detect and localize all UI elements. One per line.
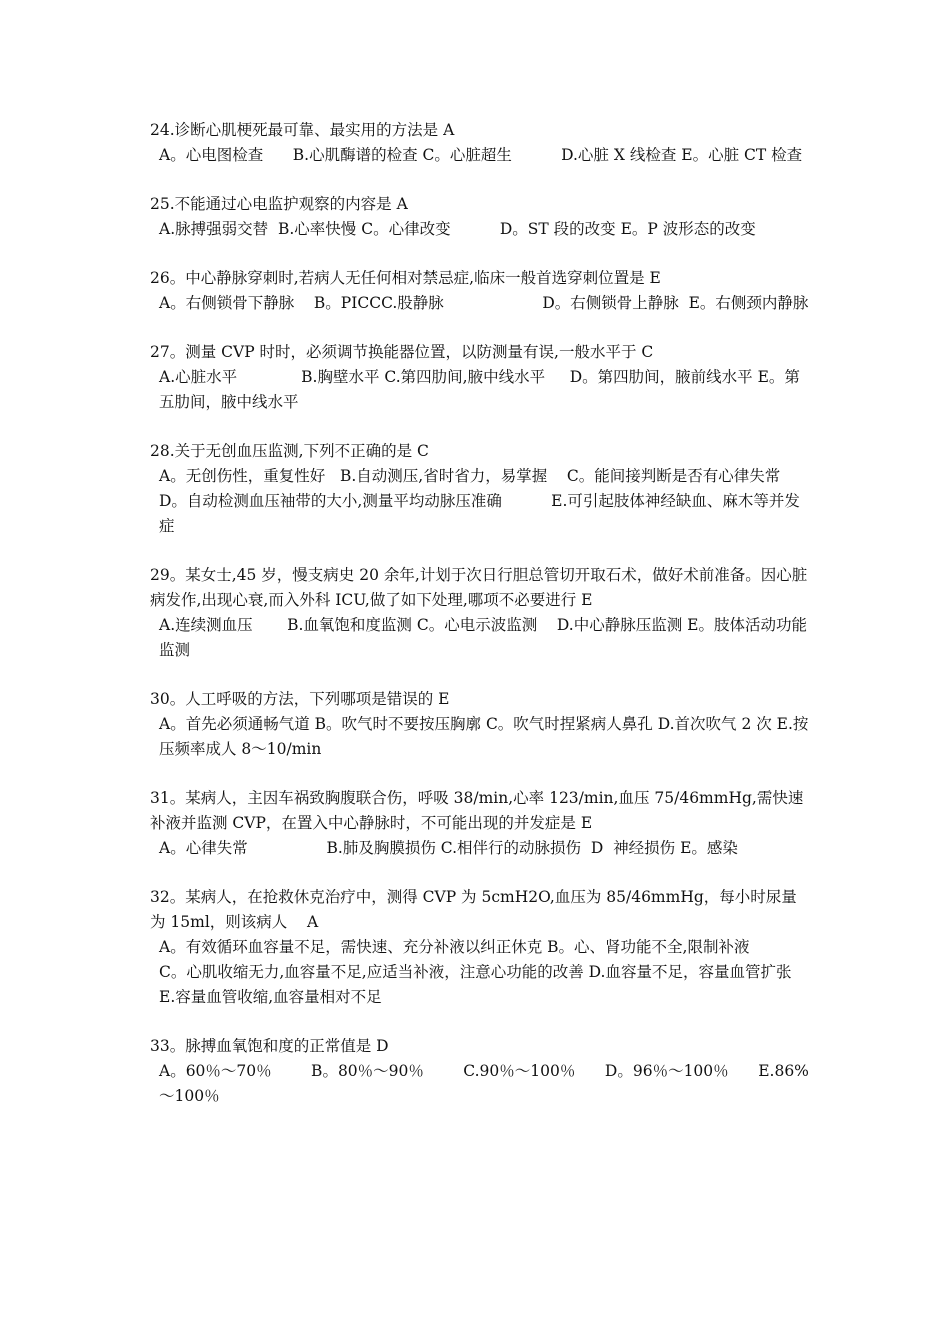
question-30	[145, 687, 810, 762]
question-list	[145, 118, 810, 1133]
question-stem: 26。中心静脉穿刺时,若病人无任何相对禁忌症,临床一般首选穿刺位置是 E	[150, 269, 661, 287]
question-options: E.容量血管收缩,血容量相对不足	[159, 988, 382, 1006]
question-24	[145, 118, 810, 168]
question-stem: 28.关于无创血压监测,下列不正确的是 C	[150, 442, 429, 460]
question-26	[145, 266, 810, 316]
question-stem: 25.不能通过心电监护观察的内容是 A	[150, 195, 408, 213]
question-options: A。60％～70％ B。80％～90％ C.90％～100％ D。96％～100％ E.86%～100％	[159, 1062, 809, 1105]
question-options: C。心肌收缩无力,血容量不足,应适当补液，注意心功能的改善 D.血容量不足，容量血管扩张	[159, 963, 792, 981]
question-options: A。无创伤性，重复性好 B.自动测压,省时省力，易掌握 C。能间接判断是否有心律失常	[159, 467, 781, 485]
question-stem: 24.诊断心肌梗死最可靠、最实用的方法是 A	[150, 121, 455, 139]
question-options: A.连续测血压 B.血氧饱和度监测 C。心电示波监测 D.中心静脉压监测 E。肢体活动功能监测	[159, 616, 807, 659]
question-stem: 32。某病人，在抢救休克治疗中，测得 CVP 为 5cmH2O,血压为 85/46mmHg，每小时尿量为 15ml，则该病人 A	[150, 888, 797, 931]
question-options: A.脉搏强弱交替 B.心率快慢 C。心律改变 D。ST 段的改变 E。P 波形态的改变	[159, 220, 756, 238]
question-options: A。心电图检查 B.心肌酶谱的检查 C。心脏超生 D.心脏 X 线检查 E。心脏 CT 检查	[159, 146, 803, 164]
question-options: A。右侧锁骨下静脉 B。PICCC.股静脉 D。右侧锁骨上静脉 E。右侧颈内静脉	[159, 294, 809, 312]
question-stem: 29。某女士,45 岁，慢支病史 20 余年,计划于次日行胆总管切开取石术，做好术前准备。因心脏病发作,出现心衰,而入外科 ICU,做了如下处理,哪项不必要进行 E	[150, 566, 808, 609]
question-25	[145, 192, 810, 242]
question-28	[145, 439, 810, 539]
question-options: A。首先必须通畅气道 B。吹气时不要按压胸廓 C。吹气时捏紧病人鼻孔 D.首次吹气 2 次 E.按压频率成人 8～10/min	[159, 715, 809, 758]
question-29	[145, 563, 810, 663]
question-27	[145, 340, 810, 415]
question-options: A.心脏水平 B.胸壁水平 C.第四肋间,腋中线水平 D。第四肋间，腋前线水平 E。第五肋间，腋中线水平	[159, 368, 800, 411]
question-stem: 33。脉搏血氧饱和度的正常值是 D	[150, 1037, 389, 1055]
question-options: D。自动检测血压袖带的大小,测量平均动脉压准确 E.可引起肢体神经缺血、麻木等并发症	[159, 492, 800, 535]
question-32	[145, 885, 810, 1010]
question-stem: 27。测量 CVP 时时，必须调节换能器位置，以防测量有误,一般水平于 C	[150, 343, 654, 361]
question-33	[145, 1034, 810, 1109]
question-31	[145, 786, 810, 861]
question-stem: 30。人工呼吸的方法，下列哪项是错误的 E	[150, 690, 450, 708]
question-options: A。有效循环血容量不足，需快速、充分补液以纠正休克 B。心、肾功能不全,限制补液	[159, 938, 750, 956]
question-options: A。心律失常 B.肺及胸膜损伤 C.相伴行的动脉损伤 D 神经损伤 E。感染	[159, 839, 738, 857]
question-stem: 31。某病人，主因车祸致胸腹联合伤，呼吸 38/min,心率 123/min,血压 75/46mmHg,需快速补液并监测 CVP，在置入中心静脉时，不可能出现的并发症是 E	[150, 789, 804, 832]
